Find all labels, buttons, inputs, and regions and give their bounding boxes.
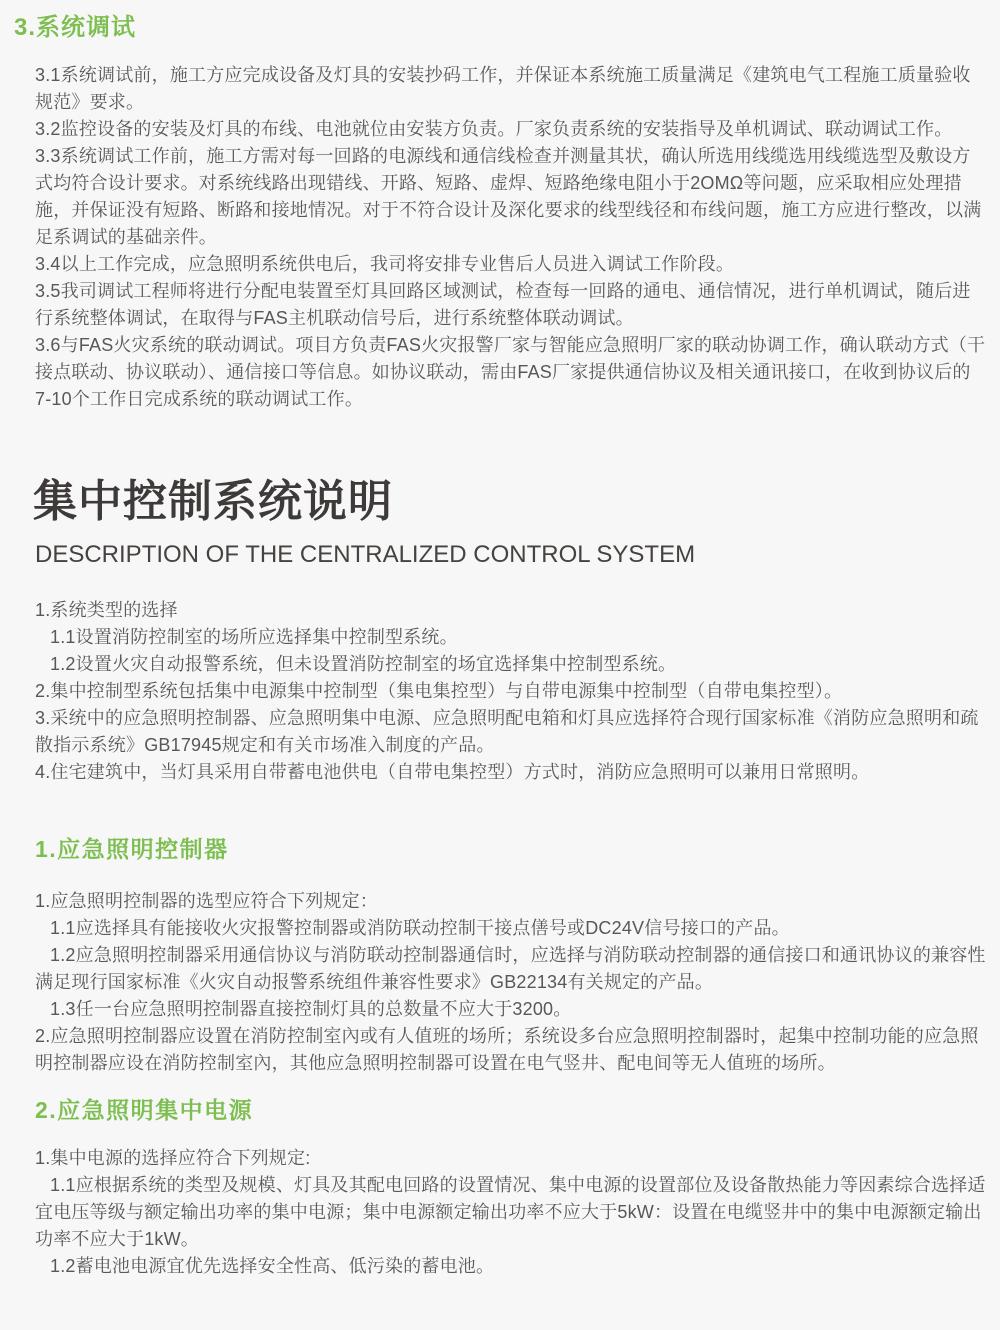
list-item-1-2: 1.2设置火灾自动报警系统，但未设置消防控制室的场宜选择集中控制型系统。 [50, 654, 677, 674]
power-item-1-2: 1.2蓄电池电源宜优先选择安全性高、低污染的蓄电池。 [50, 1256, 495, 1276]
list-item-3: 3.采统中的应急照明控制器、应急照明集中电源、应急照明配电箱和灯具应选择符合现行国家标准《消防应急照明和疏散指示系统》GB17945规定和有关市场准入制度的产品。 [35, 708, 979, 755]
system-debug-body [35, 62, 986, 413]
power-item-1: 1.集中电源的选择应符合下列规定: [35, 1148, 311, 1168]
controller-item-1-1: 1.1应选择具有能接收火灾报警控制器或消防联动控制干接点僐号或DC24V信号接口的产品。 [50, 918, 790, 938]
page-title: 集中控制系统说明 [33, 477, 393, 526]
controller-item-1-2: 1.2应急照明控制器采用通信协议与消防联动控制器通信时，应选择与消防联动控制器的通信接口和通讯协议的兼容性满足现行国家标准《火灾自动报警系统组件兼容性要求》GB22134有关规定的产品。 [35, 945, 986, 992]
power-item-1-1: 1.1应根据系统的类型及规模、灯具及其配电回路的设置情况、集中电源的设置部位及设备散热能力等因素综合选择适宜电压等级与额定输出功率的集中电源；集中电源额定输出功率不应大于5kW：设置在电缆竖井中的集中电源额定输出功率不应大于1kW。 [35, 1175, 986, 1249]
system-type-selection-list [35, 597, 986, 786]
paragraph-3-3: 3.3系统调试工作前，施工方需对每一回路的电源线和通信线检查并测量其状，确认所选用线缆选用线缆选型及敷设方式均符合设计要求。对系统线路出现错线、开路、短路、虚焊、短路绝缘电阻小于2OMΩ等问题，应采取相应处理措施，并保证没有短路、断路和接地情况。对于不符合设计及深化要求的线型线径和布线问题，施工方应进行整改，以满足系调试的基础亲件。 [35, 146, 982, 247]
controller-section-body [35, 888, 986, 1077]
controller-item-1-3: 1.3任一台应急照明控制器直接控制灯具的总数量不应大于3200。 [50, 999, 572, 1019]
paragraph-3-4: 3.4以上工作完成，应急照明系统供电后，我司将安排专业售后人员进入调试工作阶段。 [35, 254, 735, 274]
paragraph-3-5: 3.5我司调试工程师将进行分配电装置至灯具回路区域测试，检查每一回路的通电、通信情况，进行单机调试，随后进行系统整体调试，在取得与FAS主机联动信号后，进行系统整体联动调试。 [35, 281, 971, 328]
paragraph-3-1: 3.1系统调试前，施工方应完成设备及灯具的安装抄码工作，并保证本系统施工质量满足《建筑电气工程施工质量验收规范》要求。 [35, 65, 971, 112]
section-heading-system-debug: 3.系统调试 [14, 14, 137, 41]
list-item-1-1: 1.1设置消防控制室的场所应选择集中控制型系统。 [50, 627, 458, 647]
page-subtitle-english: DESCRIPTION OF THE CENTRALIZED CONTROL SYSTEM [35, 541, 696, 568]
section-heading-emergency-lighting-controller: 1.应急照明控制器 [35, 836, 229, 862]
list-item-2: 2.集中控制型系统包括集中电源集中控制型（集电集控型）与自带电源集中控制型（自带电集控型）。 [35, 681, 843, 701]
controller-item-2: 2.应急照明控制器应设置在消防控制室內或有人值班的场所；系统设多台应急照明控制器时，起集中控制功能的应急照明控制器应设在消防控制室內，其他应急照明控制器可设置在电气竖井、配电间等无人值班的场所。 [35, 1026, 979, 1073]
section-heading-centralized-power: 2.应急照明集中电源 [35, 1097, 254, 1123]
power-section-body [35, 1145, 986, 1280]
paragraph-3-6: 3.6与FAS火灾系统的联动调试。项目方负责FAS火灾报警厂家与智能应急照明厂家的联动协调工作，确认联动方式（干接点联动、协议联动）、通信接口等信息。如协议联动，需由FAS厂家提供通信协议及相关通讯接口，在收到协议后的7-10个工作日完成系统的联动调试工作。 [35, 335, 986, 409]
paragraph-3-2: 3.2监控设备的安装及灯具的布线、电池就位由安装方负责。厂家负责系统的安装指导及单机调试、联动调试工作。 [35, 119, 953, 139]
controller-item-1: 1.应急照明控制器的选型应符合下列规定： [35, 891, 379, 911]
list-item-4: 4.住宅建筑中，当灯具采用自带蓄电池供电（自带电集控型）方式时，消防应急照明可以兼用日常照明。 [35, 762, 870, 782]
list-item-1: 1.系统类型的选择 [35, 600, 178, 620]
